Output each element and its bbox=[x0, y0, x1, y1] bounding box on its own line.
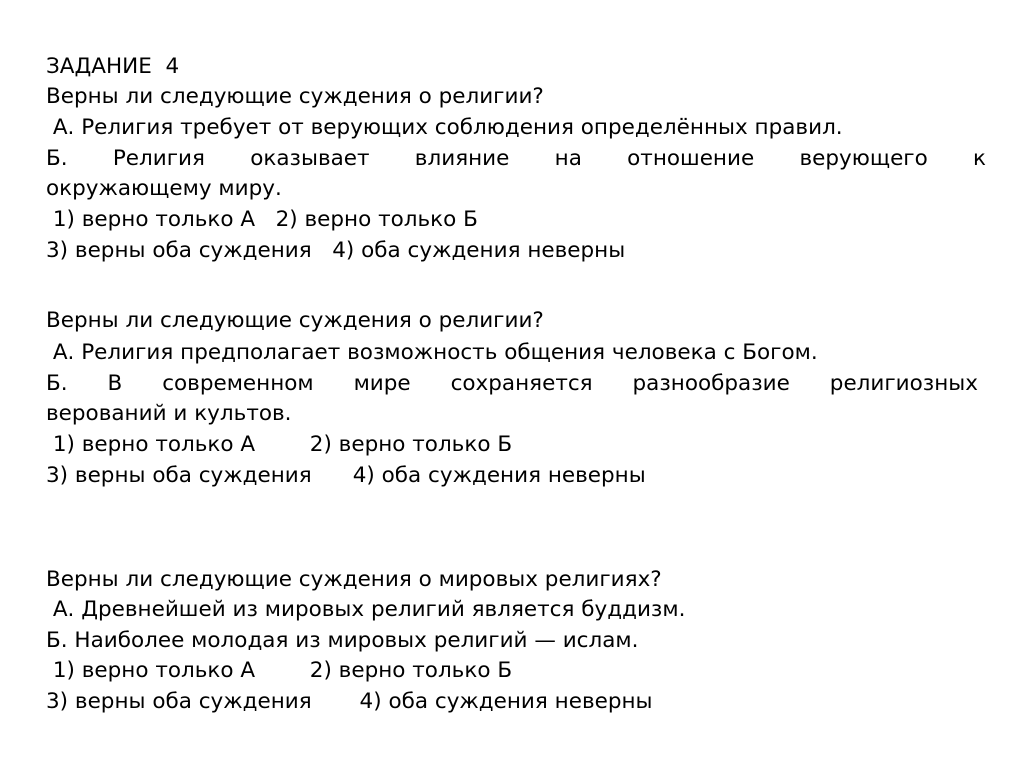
question-1-text: Верны ли следующие суждения о религии? bbox=[46, 84, 544, 109]
task-title: ЗАДАНИЕ 4 bbox=[46, 54, 180, 79]
question-3-statement-b: Б. Наиболее молодая из мировых религий — ислам. bbox=[46, 628, 639, 653]
question-3-options-line2: 3) верны оба суждения 4) оба суждения неверны bbox=[46, 689, 653, 714]
question-2-options-line2: 3) верны оба суждения 4) оба суждения неверны bbox=[46, 463, 646, 488]
question-3-options-line1: 1) верно только А 2) верно только Б bbox=[46, 658, 513, 683]
question-1-statement-b-line2: окружающему миру. bbox=[46, 176, 282, 201]
question-2-text: Верны ли следующие суждения о религии? bbox=[46, 308, 544, 333]
question-2-statement-b-line2: верований и культов. bbox=[46, 401, 292, 426]
question-2-options-line1: 1) верно только А 2) верно только Б bbox=[46, 432, 513, 457]
question-2-statement-a: А. Религия предполагает возможность общения человека с Богом. bbox=[46, 340, 818, 365]
question-1-options-line2: 3) верны оба суждения 4) оба суждения неверны bbox=[46, 238, 626, 263]
question-3-text: Верны ли следующие суждения о мировых религиях? bbox=[46, 567, 662, 592]
question-1-statement-b-line1: Б. Религия оказывает влияние на отношение верующего к bbox=[46, 146, 986, 171]
question-1-statement-a: А. Религия требует от верующих соблюдения определённых правил. bbox=[46, 115, 843, 140]
question-2-statement-b-line1: Б. В современном мире сохраняется разнообразие религиозных bbox=[46, 371, 978, 396]
question-1-options-line1: 1) верно только А 2) верно только Б bbox=[46, 207, 478, 232]
question-3-statement-a: А. Древнейшей из мировых религий является буддизм. bbox=[46, 597, 686, 622]
